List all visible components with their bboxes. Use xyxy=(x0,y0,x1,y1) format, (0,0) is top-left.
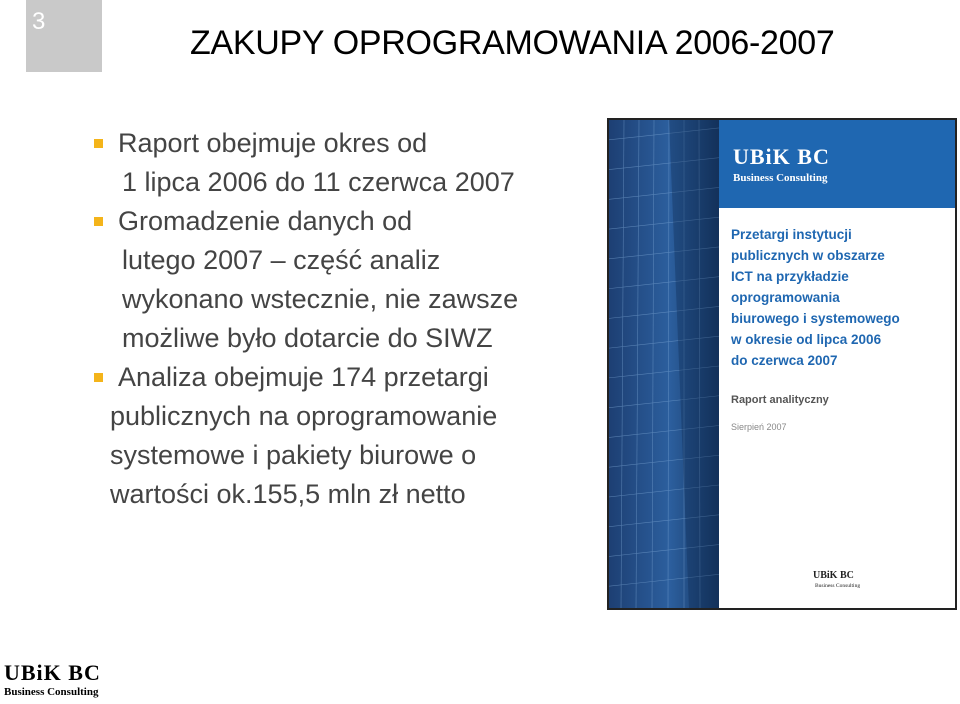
bullet-text xyxy=(118,202,612,358)
bullet-line: 1 lipca 2006 do 11 czerwca 2007 xyxy=(122,167,515,197)
bullet-line: wykonano wstecznie, nie zawsze xyxy=(122,284,519,314)
cover-brand-subtitle: Business Consulting xyxy=(733,172,828,184)
footer-brand-logo: UBiK BC xyxy=(4,660,101,685)
bullet-line: możliwe było dotarcie do SIWZ xyxy=(122,323,493,353)
report-cover-image xyxy=(607,118,957,610)
bullet-text xyxy=(110,358,612,514)
report-title-line: publicznych w obszarze xyxy=(731,248,885,263)
bullet-item xyxy=(92,358,612,514)
cover-brand-logo: UBiK BC xyxy=(733,144,830,169)
skyscraper-illustration xyxy=(609,120,719,608)
report-date: Sierpień 2007 xyxy=(731,422,787,432)
bullet-line: Raport obejmuje okres od xyxy=(118,128,428,158)
bullet-square-icon xyxy=(94,139,103,148)
bullet-line: systemowe i pakiety biurowe o xyxy=(110,440,477,470)
cover-white-block xyxy=(719,208,957,610)
report-title-line: do czerwca 2007 xyxy=(731,353,838,368)
slide-number: 3 xyxy=(26,0,102,72)
report-type: Raport analityczny xyxy=(731,394,829,406)
report-title-line: w okresie od lipca 2006 xyxy=(731,332,882,347)
bullet-line: wartości ok.155,5 mln zł netto xyxy=(110,479,466,509)
bullet-text xyxy=(118,124,612,202)
bullet-item xyxy=(92,202,612,358)
report-title-line: Przetargi instytucji xyxy=(731,227,852,242)
bullet-line: publicznych na oprogramowanie xyxy=(110,401,498,431)
bullet-line: Analiza obejmuje 174 przetargi xyxy=(118,362,489,392)
footer-brand-subtitle: Business Consulting xyxy=(4,686,99,698)
bullet-item xyxy=(92,124,612,202)
report-title-line: ICT na przykładzie xyxy=(731,269,849,284)
slide-title: ZAKUPY OPROGRAMOWANIA 2006-2007 xyxy=(190,24,835,62)
bullet-list xyxy=(92,124,612,514)
report-title-line: biurowego i systemowego xyxy=(731,311,900,326)
cover-bottom-logo: UBiK BC xyxy=(813,570,854,581)
bullet-line: lutego 2007 – część analiz xyxy=(122,245,441,275)
bullet-line: Gromadzenie danych od xyxy=(118,206,413,236)
report-title-line: oprogramowania xyxy=(731,290,840,305)
bullet-square-icon xyxy=(94,373,103,382)
report-title xyxy=(731,224,957,371)
bullet-square-icon xyxy=(94,217,103,226)
cover-bottom-logo-subtitle: Business Consulting xyxy=(815,583,861,589)
